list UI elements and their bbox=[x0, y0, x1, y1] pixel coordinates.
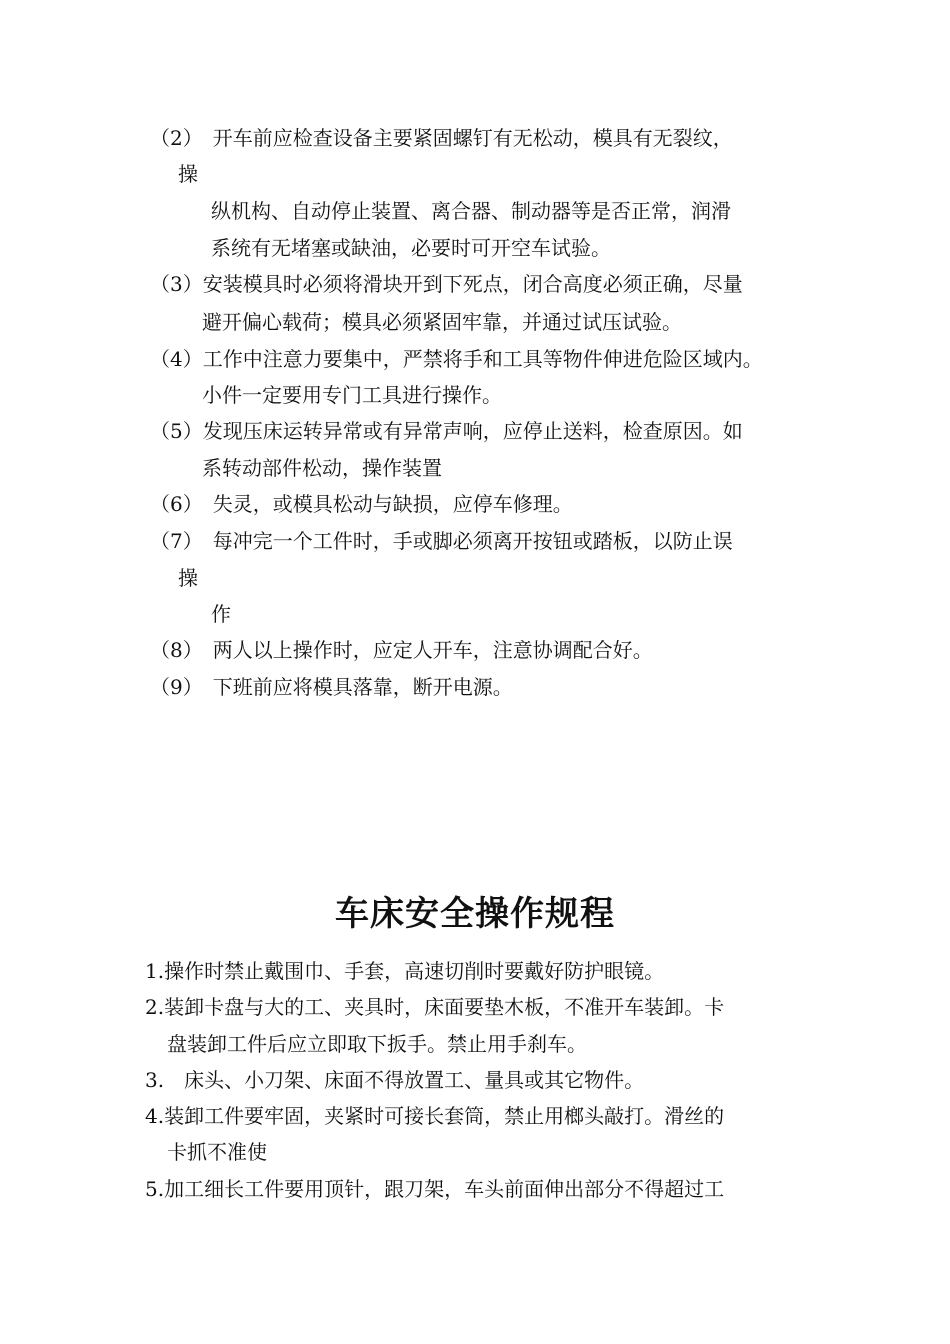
lathe-rule-4-line-1: 4.装卸工件要牢固，夹紧时可接长套筒，禁止用榔头敲打。滑丝的 bbox=[145, 1104, 725, 1128]
lathe-safety-title: 车床安全操作规程 bbox=[335, 894, 615, 934]
rule-2-line-3: 纵机构、自动停止装置、离合器、制动器等是否正常，润滑 bbox=[211, 199, 731, 223]
rule-7-line-3: 作 bbox=[211, 602, 231, 626]
rule-5-line-1: （5）发现压床运转异常或有异常声响，应停止送料，检查原因。如 bbox=[150, 419, 743, 443]
rule-8-line-1: （8） 两人以上操作时，应定人开车，注意协调配合好。 bbox=[150, 638, 653, 662]
lathe-rule-5-line-1: 5.加工细长工件要用顶针，跟刀架，车头前面伸出部分不得超过工 bbox=[145, 1177, 725, 1201]
rule-2-line-2: 操 bbox=[178, 162, 198, 186]
rule-7-line-1: （7） 每冲完一个工件时，手或脚必须离开按钮或踏板，以防止误 bbox=[150, 529, 733, 553]
rule-7-line-2: 操 bbox=[178, 566, 198, 590]
rule-5-line-2: 系转动部件松动，操作装置 bbox=[202, 456, 442, 480]
lathe-rule-4-line-2: 卡抓不准使 bbox=[167, 1140, 267, 1164]
rule-9-line-1: （9） 下班前应将模具落靠，断开电源。 bbox=[150, 675, 513, 699]
rule-4-line-2: 小件一定要用专门工具进行操作。 bbox=[202, 383, 502, 407]
lathe-rule-3-line-1: 3. 床头、小刀架、床面不得放置工、量具或其它物件。 bbox=[145, 1068, 645, 1092]
rule-2-line-4: 系统有无堵塞或缺油，必要时可开空车试验。 bbox=[211, 236, 611, 260]
rule-4-line-1: （4）工作中注意力要集中，严禁将手和工具等物件伸进危险区域内。 bbox=[150, 347, 763, 371]
rule-3-line-2: 避开偏心载荷；模具必须紧固牢靠，并通过试压试验。 bbox=[202, 310, 682, 334]
lathe-rule-2-line-1: 2.装卸卡盘与大的工、夹具时，床面要垫木板，不准开车装卸。卡 bbox=[145, 995, 725, 1019]
lathe-rule-1-line-1: 1.操作时禁止戴围巾、手套，高速切削时要戴好防护眼镜。 bbox=[145, 959, 665, 983]
rule-2-line-1: （2） 开车前应检查设备主要紧固螺钉有无松动，模具有无裂纹， bbox=[150, 126, 733, 150]
lathe-rule-2-line-2: 盘装卸工件后应立即取下扳手。禁止用手刹车。 bbox=[167, 1032, 587, 1056]
rule-3-line-1: （3）安装模具时必须将滑块开到下死点，闭合高度必须正确，尽量 bbox=[150, 272, 743, 296]
rule-6-line-1: （6） 失灵，或模具松动与缺损，应停车修理。 bbox=[150, 492, 573, 516]
